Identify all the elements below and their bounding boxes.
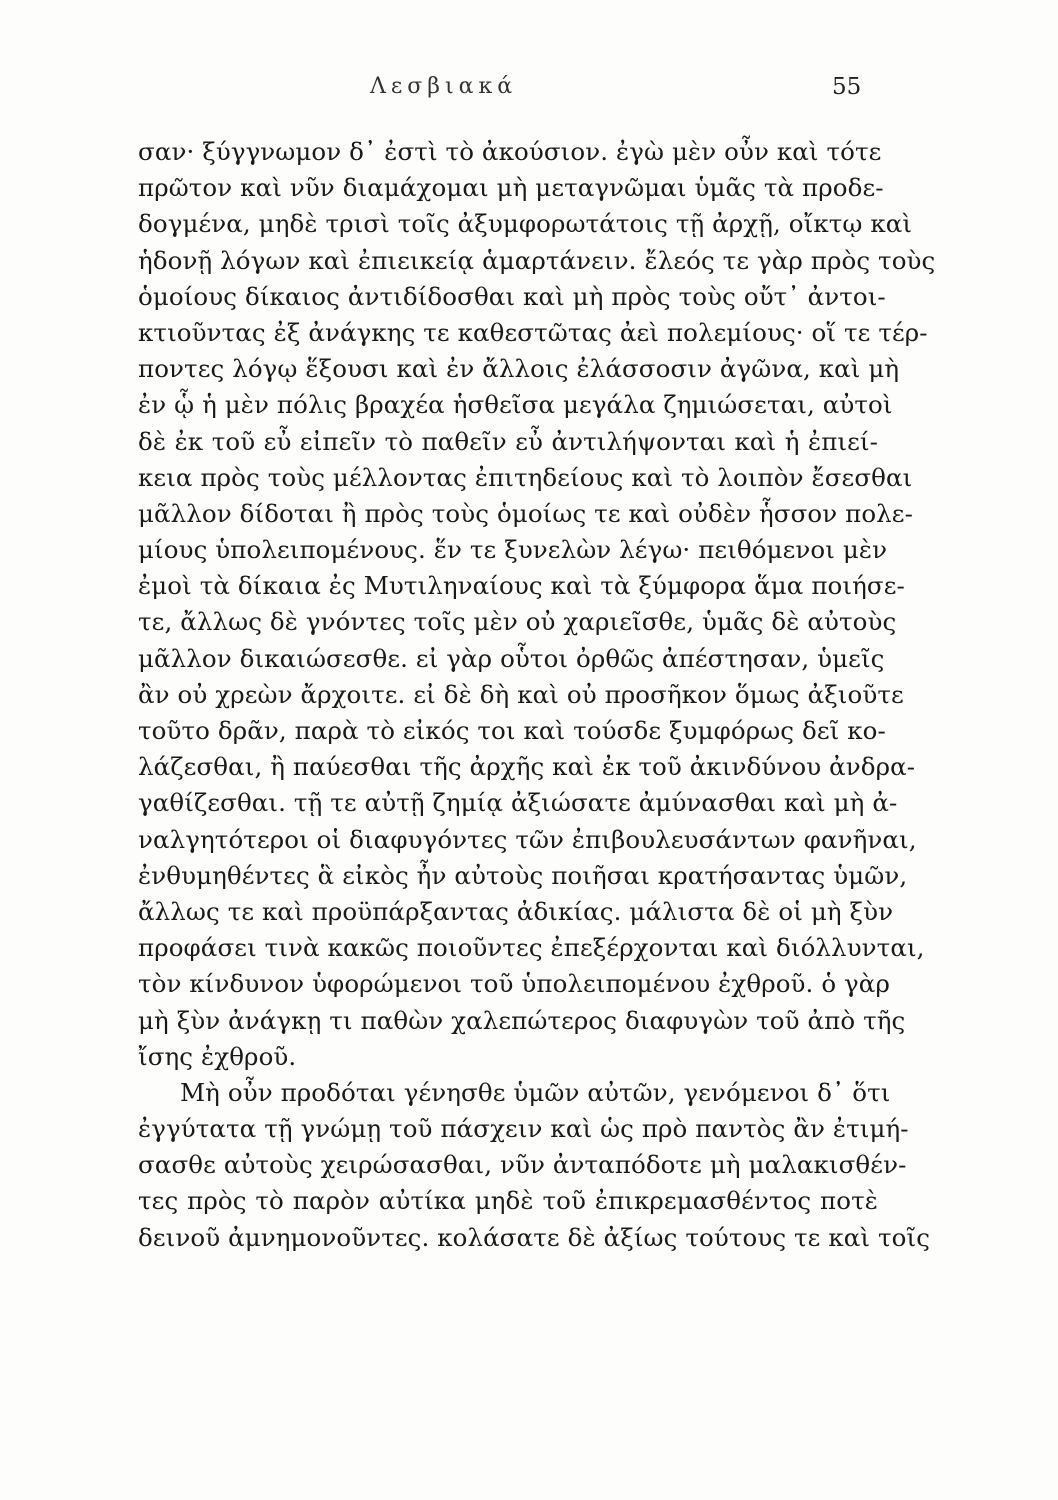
text-line: ναλγητότεροι οἱ διαφυγόντες τῶν ἐπιβουλευσάντων φανῆναι, <box>138 824 917 854</box>
text-line: σαν· ξύγγνωμον δ᾽ ἐστὶ τὸ ἀκούσιον. ἐγὼ μὲν οὖν καὶ τότε <box>138 137 882 166</box>
running-head <box>0 74 1058 110</box>
text-line: σασθε αὐτοὺς χειρώσασθαι, νῦν ἀνταπόδοτε μὴ μαλακισθέν- <box>138 1150 907 1180</box>
text-line: ἐμοὶ τὰ δίκαια ἐς Μυτιληναίους καὶ τὰ ξύμφορα ἅμα ποιήσε- <box>138 571 905 601</box>
text-line: προφάσει τινὰ κακῶς ποιοῦντες ἐπεξέρχονται καὶ διόλλυνται, <box>138 933 925 963</box>
text-line: ποντες λόγῳ ἕξουσι καὶ ἐν ἄλλοις ἐλάσσοσιν ἀγῶνα, καὶ μὴ <box>138 354 900 384</box>
paragraph-end-line: ἴσης ἐχθροῦ. <box>138 1041 297 1071</box>
text-line: δεινοῦ ἀμνημονοῦντες. κολάσατε δὲ ἀξίως τούτους τε καὶ τοῖς <box>138 1222 931 1252</box>
text-line: κτιοῦντας ἐξ ἀνάγκης τε καθεστῶτας ἀεὶ πολεμίους· οἵ τε τέρ- <box>138 317 928 347</box>
text-line: ἂν οὐ χρεὼν ἄρχοιτε. εἰ δὲ δὴ καὶ οὐ προσῆκον ὅμως ἀξιοῦτε <box>138 679 904 709</box>
paragraph-start-line: Μὴ οὖν προδόται γένησθε ὑμῶν αὐτῶν, γενόμενοι δ᾽ ὅτι <box>180 1077 891 1107</box>
body-text <box>138 134 936 1256</box>
text-line: κεια πρὸς τοὺς μέλλοντας ἐπιτηδείους καὶ τὸ λοιπὸν ἔσεσθαι <box>138 462 913 492</box>
text-line: ἐγγύτατα τῇ γνώμῃ τοῦ πάσχειν καὶ ὡς πρὸ παντὸς ἂν ἐτιμή- <box>138 1114 909 1144</box>
text-line: μᾶλλον δικαιώσεσθε. εἰ γὰρ οὗτοι ὀρθῶς ἀπέστησαν, ὑμεῖς <box>138 643 885 673</box>
text-line: δογμένα, μηδὲ τρισὶ τοῖς ἀξυμφορωτάτοις τῇ ἀρχῇ, οἴκτῳ καὶ <box>138 209 913 239</box>
text-line: λάζεσθαι, ἢ παύεσθαι τῆς ἀρχῆς καὶ ἐκ τοῦ ἀκινδύνου ἀνδρα- <box>138 752 916 782</box>
text-line: μᾶλλον δίδοται ἢ πρὸς τοὺς ὁμοίως τε καὶ οὐδὲν ἧσσον πολε- <box>138 498 913 528</box>
text-line: ὁμοίους δίκαιος ἀντιδίδοσθαι καὶ μὴ πρὸς τοὺς οὔτ᾽ ἀντοι- <box>138 281 886 311</box>
text-line: τε, ἄλλως δὲ γνόντες τοῖς μὲν οὐ χαριεῖσθε, ὑμᾶς δὲ αὐτοὺς <box>138 607 897 637</box>
text-line: τες πρὸς τὸ παρὸν αὐτίκα μηδὲ τοῦ ἐπικρεμασθέντος ποτὲ <box>138 1186 878 1216</box>
text-line: τὸν κίνδυνον ὑφορώμενοι τοῦ ὑπολειπομένου ἐχθροῦ. ὁ γὰρ <box>138 969 890 999</box>
text-line: τοῦτο δρᾶν, παρὰ τὸ εἰκός τοι καὶ τούσδε ξυμφόρως δεῖ κο- <box>138 716 886 745</box>
text-line: ἄλλως τε καὶ προϋπάρξαντας ἀδικίας. μάλιστα δὲ οἱ μὴ ξὺν <box>138 896 894 926</box>
text-line: πρῶτον καὶ νῦν διαμάχομαι μὴ μεταγνῶμαι ὑμᾶς τὰ προδε- <box>138 173 884 203</box>
text-line: μίους ὑπολειπομένους. ἕν τε ξυνελὼν λέγω· πειθόμενοι μὲν <box>138 535 888 565</box>
text-line: δὲ ἐκ τοῦ εὖ εἰπεῖν τὸ παθεῖν εὖ ἀντιλήψονται καὶ ἡ ἐπιεί- <box>138 426 878 456</box>
text-line: ἐν ᾧ ἡ μὲν πόλις βραχέα ἡσθεῖσα μεγάλα ζημιώσεται, αὐτοὶ <box>138 390 893 420</box>
text-line: ἡδονῇ λόγων καὶ ἐπιεικείᾳ ἁμαρτάνειν. ἔλεός τε γὰρ πρὸς τοὺς <box>138 245 936 275</box>
running-head-title: Λεσβιακά <box>370 74 518 99</box>
text-line: μὴ ξὺν ἀνάγκῃ τι παθὼν χαλεπώτερος διαφυγὼν τοῦ ἀπὸ τῆς <box>138 1005 906 1035</box>
text-line: γαθίζεσθαι. τῇ τε αὐτῇ ζημίᾳ ἀξιώσατε ἀμύνασθαι καὶ μὴ ἀ- <box>138 788 898 818</box>
page-number: 55 <box>832 74 862 100</box>
text-line: ἐνθυμηθέντες ἃ εἰκὸς ἦν αὐτοὺς ποιῆσαι κρατήσαντας ὑμῶν, <box>138 860 908 890</box>
